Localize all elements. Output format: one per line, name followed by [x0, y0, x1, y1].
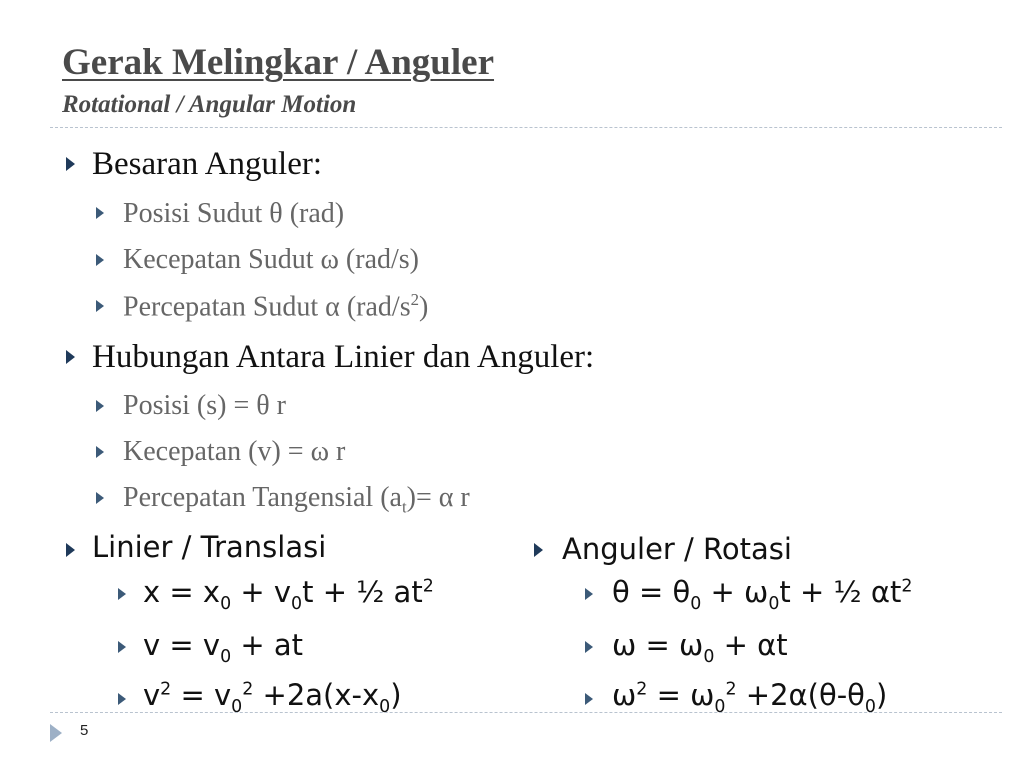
angular-eq-velocity: $\omega = \omega_0 + \alpha t$: [612, 628, 788, 667]
linear-heading: Linier / Translasi: [92, 530, 327, 564]
bullet-icon: [118, 693, 126, 705]
bullet-icon: [585, 588, 593, 600]
section2-heading: Hubungan Antara Linier dan Anguler:: [92, 339, 595, 375]
bullet-icon: [96, 446, 104, 458]
linear-eq-position: $x = x_0 + v_0t$ + ½ $at^2$: [143, 575, 434, 614]
bullet-icon: [66, 157, 75, 171]
bullet-icon: [118, 641, 126, 653]
bullet-icon: [96, 492, 104, 504]
bullet-icon: [534, 543, 543, 557]
section1-heading: Besaran Anguler:: [92, 146, 323, 182]
angular-heading: Anguler / Rotasi: [562, 532, 792, 566]
bullet-icon: [66, 543, 75, 557]
bullet-icon: [118, 588, 126, 600]
linear-eq-velocity: $v = v_0$ + at: [143, 628, 304, 667]
bullet-icon: [585, 693, 593, 705]
section2-item-3: Percepatan Tangensial $(a_t)= \alpha$ r: [123, 482, 470, 517]
slide-title: Gerak Melingkar / Anguler: [62, 42, 495, 83]
header-divider: [50, 127, 1002, 128]
bullet-icon: [96, 254, 104, 266]
section1-item-2: Kecepatan Sudut ω (rad/s): [123, 244, 419, 275]
footer-divider: [50, 712, 1002, 713]
angular-eq-position: $\theta = \theta_0 + \omega_0t$ + ½ $\alpha t^2$: [612, 575, 913, 614]
linear-eq-velocity-squared: $v^2 = v_0^2 +2a(x-x_0)$: [143, 678, 402, 717]
angular-eq-velocity-squared: $\omega^2 = \omega_0^2 +2\alpha(\theta-\theta_0)$: [612, 678, 888, 717]
bullet-icon: [96, 207, 104, 219]
page-number: 5: [80, 722, 89, 739]
section1-item-1: Posisi Sudut θ (rad): [123, 198, 345, 229]
bullet-icon: [66, 350, 75, 364]
bullet-icon: [96, 300, 104, 312]
slide-subtitle: Rotational / Angular Motion: [62, 91, 357, 118]
bullet-icon: [585, 641, 593, 653]
footer-arrow-icon: [50, 724, 62, 742]
section2-item-2: Kecepatan (v) = ω r: [123, 436, 346, 467]
section2-item-1: Posisi (s) = θ r: [123, 390, 286, 421]
section1-item-3: Percepatan Sudut α $(rad/s^2)$: [123, 290, 429, 323]
bullet-icon: [96, 400, 104, 412]
